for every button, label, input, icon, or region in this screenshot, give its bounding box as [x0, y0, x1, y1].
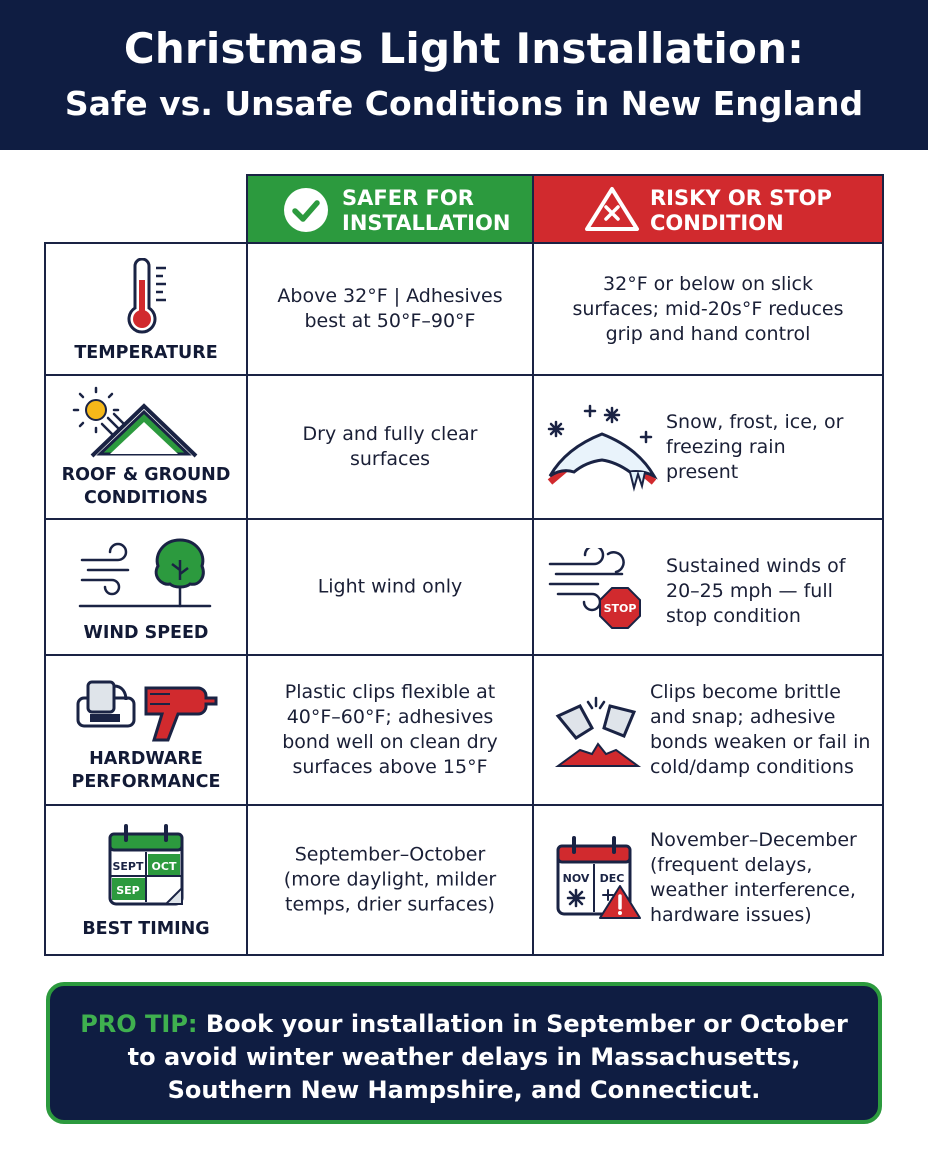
risk-text-line: (frequent delays,: [650, 854, 813, 876]
safe-cell: [246, 242, 534, 376]
table-row: [44, 804, 884, 956]
pro-tip-line: Book your installation in September or October: [205, 1010, 848, 1038]
category-label: WIND SPEED: [83, 623, 209, 643]
risk-column-label-1: RISKY OR STOP: [650, 186, 832, 210]
risk-text-line: bonds weaken or fail in: [650, 731, 871, 753]
safe-cell: [246, 804, 534, 956]
calendar-label: SEP: [116, 884, 140, 897]
safe-column-label-1: SAFER FOR: [342, 186, 474, 210]
category-label-2: PERFORMANCE: [71, 772, 221, 792]
safe-text-line: surfaces: [349, 448, 431, 470]
risk-text-line: Snow, frost, ice, or: [666, 411, 844, 433]
safe-text-line: 40°F–60°F; adhesives: [286, 706, 494, 728]
safe-text-line: (more daylight, milder: [283, 868, 497, 891]
calendar-label: OCT: [151, 860, 177, 873]
clip-glue-gun-icon: [74, 676, 224, 746]
risk-text-line: November–December: [650, 829, 857, 851]
safe-column-header: [246, 174, 534, 244]
calendar-label: DEC: [599, 872, 625, 885]
risk-text-line: stop condition: [666, 605, 801, 627]
calendar-warning-icon: [556, 836, 642, 920]
safe-cell: [246, 654, 534, 806]
risk-text-line: weather interference,: [650, 879, 856, 901]
risk-text-line: Clips become brittle: [650, 681, 841, 703]
risk-text-line: surfaces; mid-20s°F reduces: [572, 298, 844, 320]
warning-triangle-icon: [584, 185, 640, 233]
risk-text-line: hardware issues): [650, 904, 812, 926]
safe-text-line: Above 32°F | Adhesives: [277, 285, 503, 307]
category-cell: [44, 242, 248, 376]
risk-text-line: freezing rain: [666, 436, 786, 458]
category-cell: [44, 518, 248, 656]
risk-column-label-2: CONDITION: [650, 211, 784, 235]
safe-text-line: temps, drier surfaces): [285, 893, 495, 916]
risk-cell: [532, 804, 884, 956]
safe-text-line: surfaces above 15°F: [292, 756, 488, 778]
risk-text-line: present: [666, 461, 739, 483]
table-row: [44, 242, 884, 376]
calendar-label: NOV: [562, 872, 590, 885]
check-circle-icon: [282, 186, 330, 234]
category-label-2: CONDITIONS: [84, 488, 208, 508]
risk-text-line: Sustained winds of: [666, 555, 846, 577]
category-cell: [44, 804, 248, 956]
thermometer-icon: [122, 258, 182, 338]
wind-stop-icon: [548, 548, 654, 630]
table-row: [44, 518, 884, 656]
safe-text-line: September–October: [294, 843, 486, 866]
pro-tip-line: to avoid winter weather delays in Massachusetts,: [127, 1043, 801, 1071]
safe-text-line: Light wind only: [317, 575, 463, 598]
pro-tip-line: Southern New Hampshire, and Connecticut.: [167, 1076, 761, 1104]
comparison-table: [44, 174, 884, 956]
risk-cell: [532, 518, 884, 656]
table-row: [44, 654, 884, 806]
category-cell: [44, 654, 248, 806]
safe-cell: [246, 518, 534, 656]
calendar-label: SEPT: [112, 860, 144, 873]
table-row: [44, 374, 884, 520]
safe-text-line: Plastic clips flexible at: [284, 681, 496, 703]
wind-tree-icon: [76, 530, 216, 610]
risk-column-header: [532, 174, 884, 244]
safe-text-line: best at 50°F–90°F: [304, 310, 476, 332]
category-label: ROOF & GROUND: [61, 465, 231, 485]
category-cell: [44, 374, 248, 520]
category-label: BEST TIMING: [82, 919, 210, 939]
snowy-roof-icon: [546, 402, 658, 492]
category-label: HARDWARE: [89, 749, 203, 769]
safe-text-line: Dry and fully clear: [302, 423, 478, 445]
risk-cell: [532, 374, 884, 520]
sun-roof-icon: [72, 386, 202, 462]
risk-text-line: and snap; adhesive: [650, 706, 836, 728]
risk-text-line: 20–25 mph — full: [666, 580, 833, 602]
page-header: [0, 0, 928, 150]
stop-sign-text: STOP: [603, 602, 637, 615]
safe-cell: [246, 374, 534, 520]
page-subtitle: Safe vs. Unsafe Conditions in New England: [64, 84, 864, 123]
risk-cell: [532, 654, 884, 806]
category-label: TEMPERATURE: [74, 343, 218, 363]
pro-tip-label: PRO TIP:: [80, 1010, 198, 1038]
calendar-icon: [106, 824, 186, 908]
page-title: Christmas Light Installation:: [123, 24, 805, 73]
risk-text-line: cold/damp conditions: [650, 756, 854, 778]
safe-text-line: bond well on clean dry: [282, 731, 498, 753]
safe-column-label-2: INSTALLATION: [342, 211, 511, 235]
pro-tip-box: [46, 982, 882, 1124]
risk-text-line: grip and hand control: [605, 323, 811, 345]
broken-clip-icon: [552, 694, 644, 772]
risk-cell: [532, 242, 884, 376]
risk-text-line: 32°F or below on slick: [603, 273, 813, 295]
